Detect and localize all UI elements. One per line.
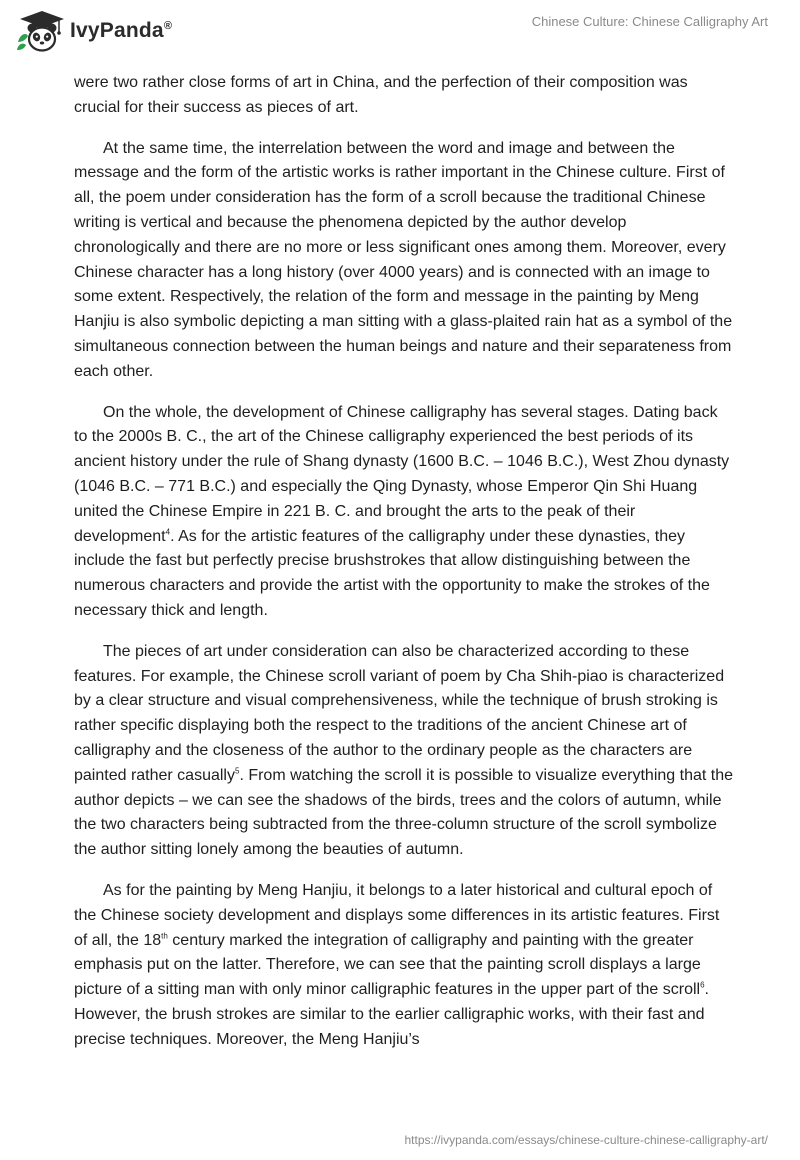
brand-text: IvyPanda [70,19,164,42]
paragraph-5 [74,879,734,1053]
paragraph-3-text-b: . As for the artistic features of the calligraphy under these dynasties, they include the fast but perfectly precise brushstrokes that allow distinguishing between the numerous characters and provide the artist with the opportunity to make the strokes of the necessary thick and length. [74,527,710,619]
paragraph-4-text-b: . From watching the scroll it is possible to visualize everything that the author depicts – we can see the shadows of the birds, trees and the colors of autumn, while the two characters being subtracted from the three-column structure of the scroll symbolize the author sitting lonely among the beauties of autumn. [74,766,733,859]
registered-mark: ® [163,20,173,32]
document-title: Chinese Culture: Chinese Calligraphy Art [531,14,768,29]
paragraph-2: At the same time, the interrelation between the word and image and between the message and the form of the artistic works is rather important in the Chinese culture. First of all, the poem under consideration has the form of a scroll because the traditional Chinese writing is vertical and because the phenomena depicted by the author develop chronologically and there are no more or less significant ones among them. Moreover, every Chinese character has a long history (over 4000 years) and is connected with an image to some extent. Respectively, the relation of the form and message in the painting by Meng Hanjiu is also symbolic depicting a man sitting with a glass-plaited rain hat as a symbol of the simultaneous connection between the human beings and nature and their separateness from each other. [74,139,733,380]
panda-graduate-icon [14,8,66,54]
paragraph-4-text-a: The pieces of art under consideration can also be characterized according to these features. For example, the Chinese scroll variant of poem by Cha Shih-piao is characterized by a clear structure and visual comprehensiveness, while the technique of brush stroking is rather specific displaying both the respect to the traditions of the ancient Chinese art of calligraphy and the closeness of the author to the ordinary people as the characters are painted rather casually [74,642,725,784]
paragraph-3-text-a: On the whole, the development of Chinese calligraphy has several stages. Dating back to the 2000s B. C., the art of the Chinese calligraphy experienced the best periods of its ancient history under the rule of Shang dynasty (1600 B.C. – 1046 B.C.), West Zhou dynasty (1046 B.C. – 771 B.C.) and especially the Qing Dynasty, whose Emperor Qin Shi Huang united the Chinese Empire in 221 B. C. and brought the arts to the peak of their development [74,403,730,545]
footnote-ref-6[interactable]: 6 [700,980,705,990]
paragraph-4 [74,640,734,863]
page-header [0,0,800,60]
ivypanda-logo[interactable] [14,8,172,54]
essay-body [74,71,734,1068]
brand-name [70,19,172,43]
paragraph-5-text-c: . However, the brush strokes are similar to the earlier calligraphic works, with their fast and precise techniques. Moreover, the Meng Hanjiu’s [74,981,709,1048]
ordinal-suffix: th [161,931,168,941]
paragraph-3 [74,401,734,624]
source-url-link[interactable]: https://ivypanda.com/essays/chinese-culture-chinese-calligraphy-art/ [404,1133,768,1147]
paragraph-5-text-b: century marked the integration of calligraphy and painting with the greater emphasis put on the latter. Therefore, we can see that the painting scroll displays a large picture of a sitting man with only minor calligraphic features in the upper part of the scroll [74,931,701,999]
paragraph-5-text-a: As for the painting by Meng Hanjiu, it belongs to a later historical and cultural epoch of the Chinese society development and displays some differences in its artistic features. First of all, the 18 [74,881,720,949]
paragraph-1: were two rather close forms of art in China, and the perfection of their composition was crucial for their success as pieces of art. [74,74,688,116]
footnote-ref-5[interactable]: 5 [234,766,240,776]
footnote-ref-4[interactable]: 4 [165,527,171,537]
